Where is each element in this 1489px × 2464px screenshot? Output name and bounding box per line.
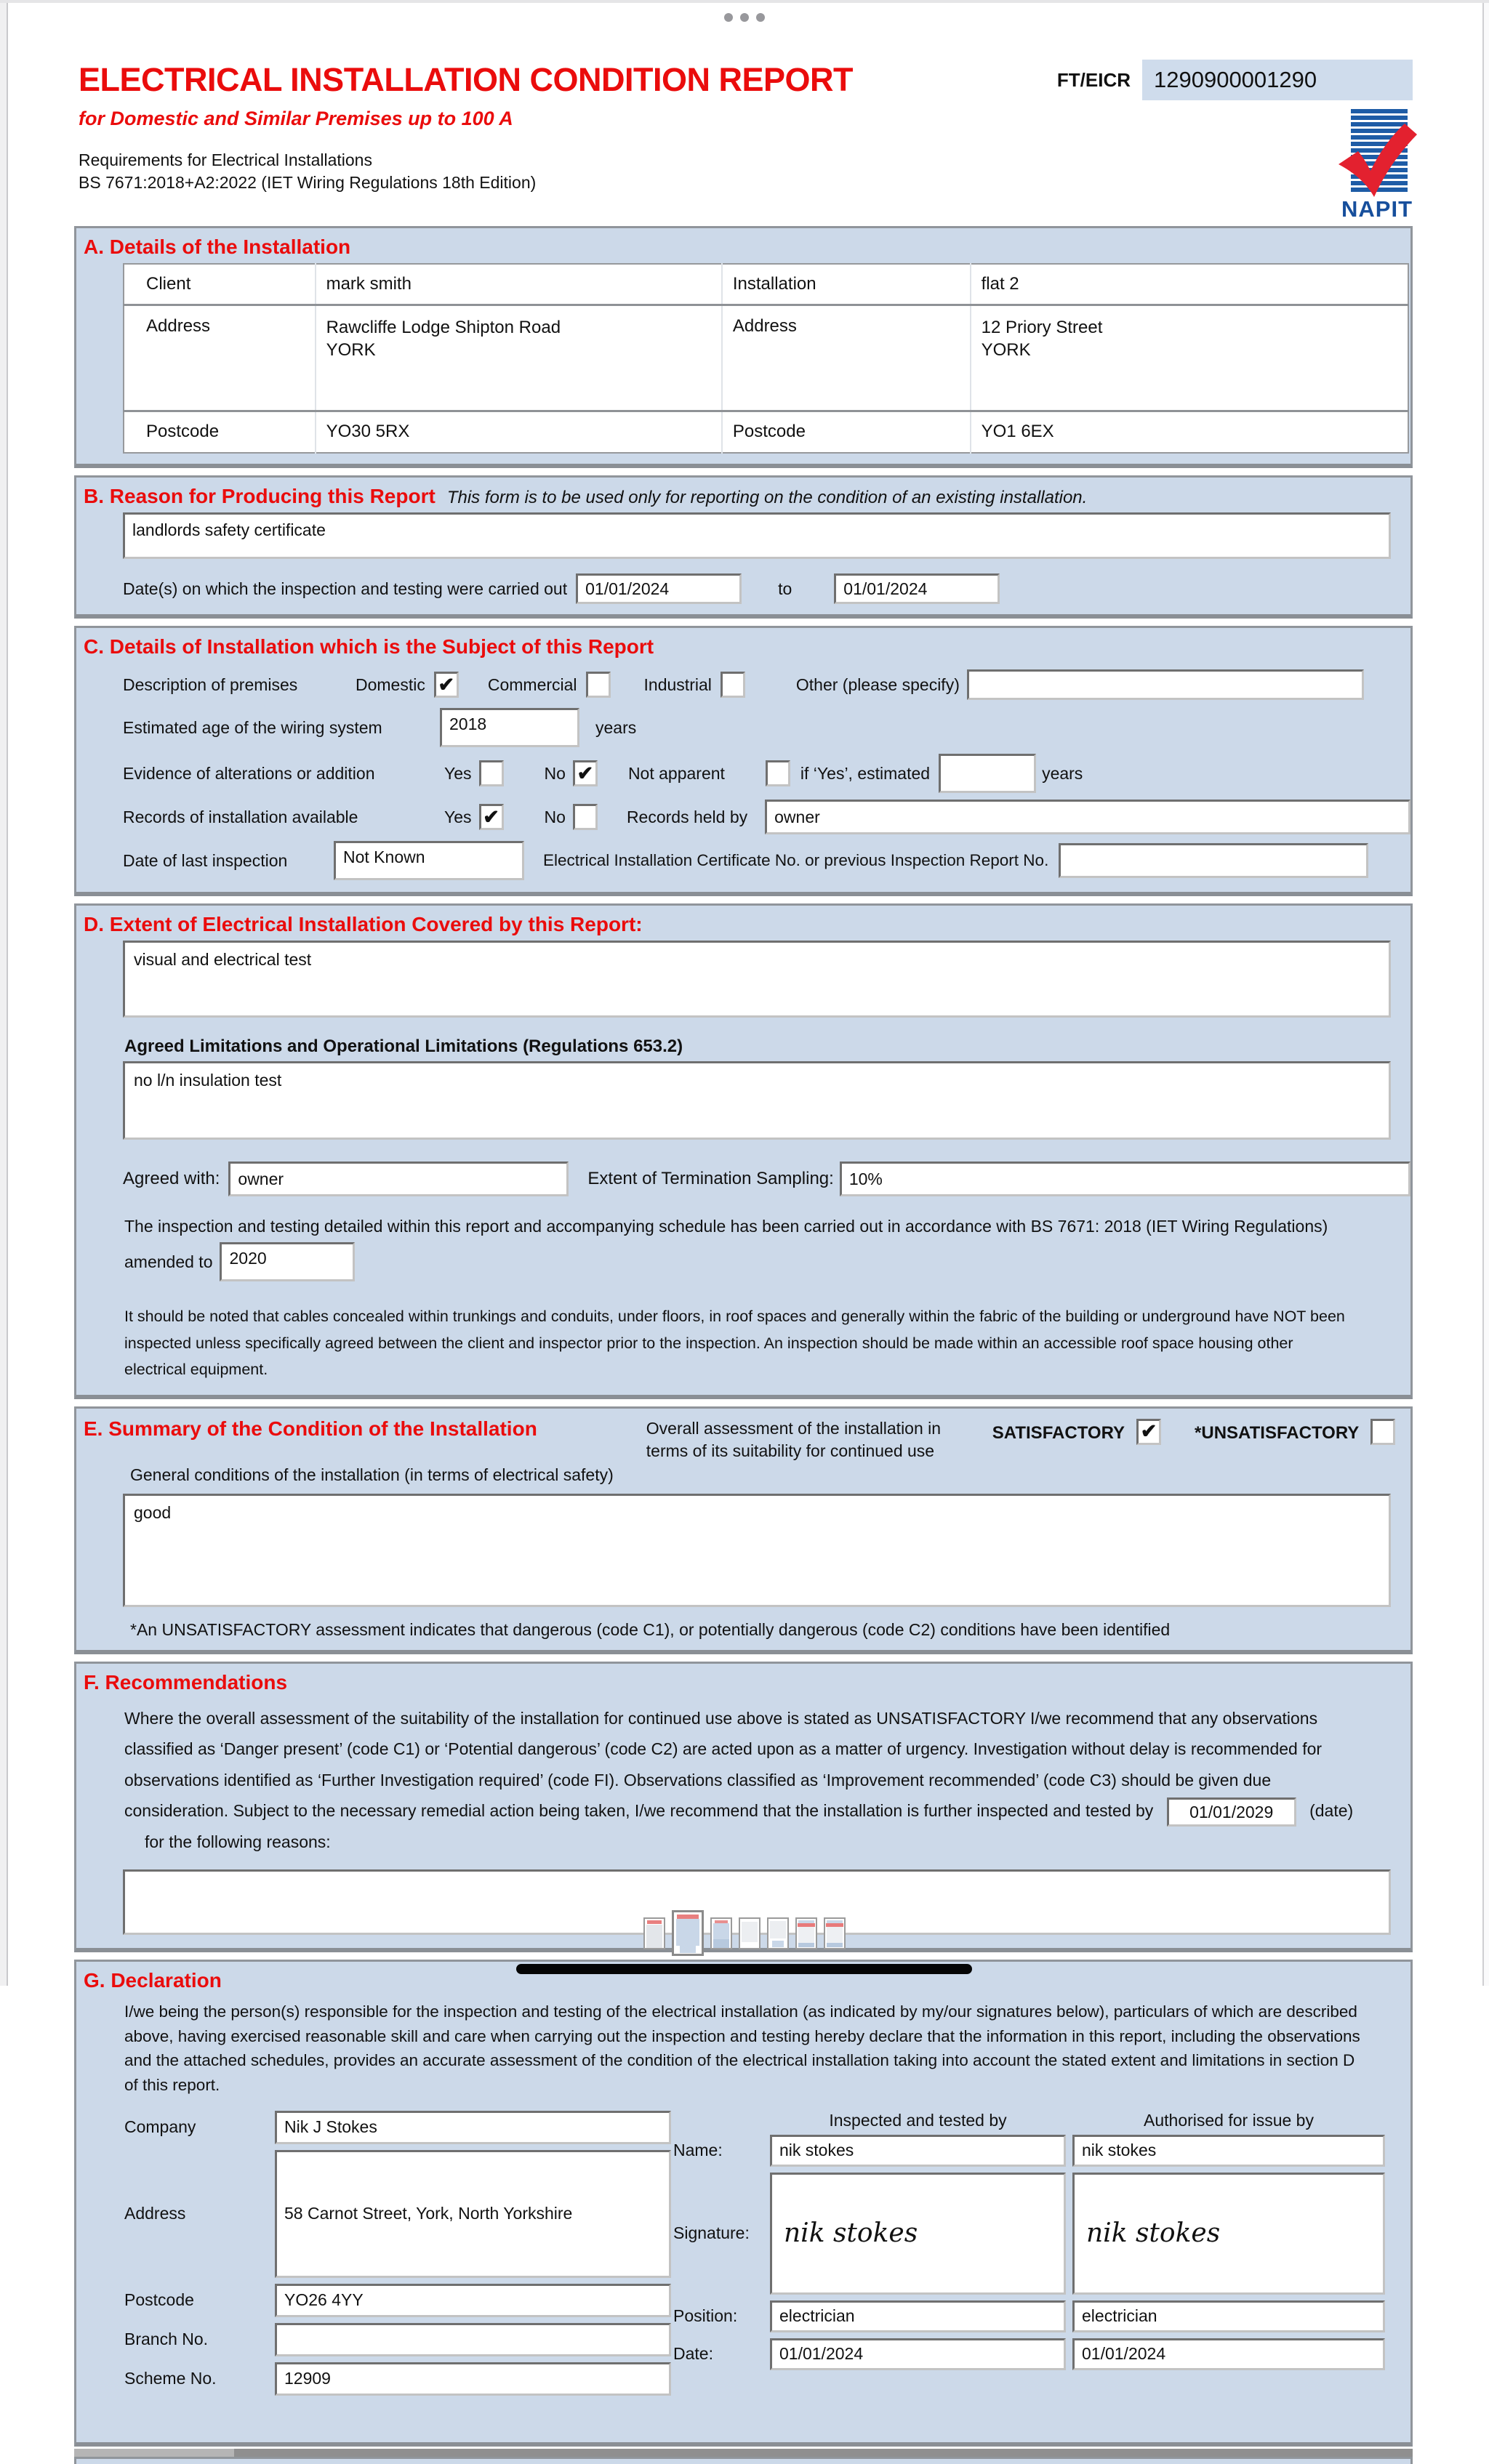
client-postcode-label: Postcode <box>124 411 316 453</box>
wiring-age-field[interactable]: 2018 <box>440 708 579 747</box>
thumbnail-content-stripe <box>677 1915 699 1919</box>
alterations-label: Evidence of alterations or addition <box>123 763 375 783</box>
section-g-title: G. Declaration <box>84 1968 222 1992</box>
thumbnail-content-stripe <box>646 1925 662 1949</box>
to-label: to <box>778 579 792 598</box>
contractor-details <box>124 2111 673 2401</box>
general-conditions-field[interactable]: good <box>123 1494 1391 1607</box>
name-label: Name: <box>673 2141 723 2160</box>
retest-date-field[interactable]: 01/01/2029 <box>1167 1797 1296 1827</box>
page-thumbnail[interactable] <box>643 1917 665 1949</box>
authoriser-position-field[interactable]: electrician <box>1072 2300 1385 2332</box>
client-address-field[interactable] <box>316 305 722 411</box>
other-premises-field[interactable] <box>967 669 1364 700</box>
inspection-dates-label: Date(s) on which the inspection and testing were carried out <box>123 579 568 598</box>
limitations-label: Agreed Limitations and Operational Limitations (Regulations 653.2) <box>124 1036 683 1057</box>
home-indicator[interactable] <box>516 1964 972 1974</box>
sampling-field[interactable]: 10% <box>840 1161 1410 1196</box>
address-line: 12 Priory Street <box>981 317 1103 337</box>
report-subtitle: for Domestic and Similar Premises up to 100 A <box>79 108 513 129</box>
page-thumbnail[interactable] <box>767 1917 789 1949</box>
authorised-by-header: Authorised for issue by <box>1144 2110 1314 2130</box>
alterations-yes-checkbox[interactable] <box>479 760 504 786</box>
scheme-no-field[interactable]: 12909 <box>275 2362 671 2396</box>
section-a-details-of-installation <box>74 226 1413 468</box>
company-label: Company <box>124 2117 196 2137</box>
unsatisfactory-checkbox[interactable] <box>1370 1419 1395 1445</box>
extent-field[interactable]: visual and electrical test <box>123 941 1391 1018</box>
client-value-field[interactable]: mark smith <box>316 264 722 305</box>
domestic-label: Domestic <box>356 675 425 694</box>
page-thumbnail[interactable] <box>672 1910 704 1956</box>
requirements-line2: BS 7671:2018+A2:2022 (IET Wiring Regulations 18th Edition) <box>79 173 537 193</box>
page-title: ELECTRICAL INSTALLATION CONDITION REPORT <box>79 61 853 98</box>
client-label: Client <box>146 273 191 294</box>
inspector-name-field[interactable]: nik stokes <box>770 2135 1066 2167</box>
records-no-label: No <box>544 807 566 826</box>
following-reasons-label: for the following reasons: <box>145 1832 331 1852</box>
address-line: YORK <box>326 339 376 360</box>
commercial-label: Commercial <box>487 675 577 694</box>
records-no-checkbox[interactable] <box>573 804 598 830</box>
thumbnail-content-stripe <box>770 1921 785 1938</box>
date-from-field[interactable]: 01/01/2024 <box>576 573 742 604</box>
viewer-left-edge <box>0 3 8 1986</box>
satisfactory-label: SATISFACTORY <box>992 1422 1125 1443</box>
not-apparent-label: Not apparent <box>627 763 725 783</box>
recommendations-paragraph <box>124 1703 1372 1858</box>
inspector-date-field[interactable]: 01/01/2024 <box>770 2338 1066 2370</box>
thumbnail-content-stripe <box>798 1927 815 1943</box>
next-section-peek <box>74 2457 1413 2464</box>
agreed-with-label: Agreed with: <box>123 1169 220 1189</box>
agreed-with-field[interactable]: owner <box>228 1161 569 1196</box>
section-d-title: D. Extent of Electrical Installation Covered by this Report: <box>84 913 643 936</box>
unsatisfactory-label: *UNSATISFACTORY <box>1195 1422 1360 1443</box>
installation-address-field[interactable] <box>971 305 1408 411</box>
records-held-by-label: Records held by <box>626 807 748 826</box>
authoriser-name-field[interactable]: nik stokes <box>1072 2135 1385 2167</box>
ft-eicr-number-field[interactable]: 1290900001290 <box>1142 60 1413 100</box>
signing-date-label: Date: <box>673 2344 713 2364</box>
napit-logo <box>1336 109 1418 222</box>
company-address-label: Address <box>124 2204 186 2223</box>
records-available-label: Records of installation available <box>123 807 358 826</box>
estimated-years-field[interactable] <box>939 754 1036 793</box>
thumbnail-content-stripe <box>742 1922 757 1942</box>
records-held-by-field[interactable]: owner <box>765 800 1410 834</box>
address-line: YORK <box>981 339 1031 360</box>
page-thumbnail[interactable] <box>710 1917 732 1949</box>
previous-certificate-field[interactable] <box>1059 843 1368 878</box>
signature-label: Signature: <box>673 2223 750 2243</box>
limitations-field[interactable]: no l/n insulation test <box>123 1061 1391 1140</box>
page-thumbnail[interactable] <box>824 1917 846 1949</box>
scheme-no-label: Scheme No. <box>124 2369 217 2388</box>
requirements-line1: Requirements for Electrical Installations <box>79 150 372 169</box>
sampling-label: Extent of Termination Sampling: <box>587 1169 834 1189</box>
industrial-label: Industrial <box>643 675 712 694</box>
other-premises-label: Other (please specify) <box>795 675 960 694</box>
thumbnail-content-stripe <box>680 1943 697 1953</box>
reason-field[interactable]: landlords safety certificate <box>123 512 1391 559</box>
page-thumbnail[interactable] <box>739 1917 760 1949</box>
branch-no-field[interactable] <box>275 2323 671 2356</box>
domestic-checkbox[interactable]: ✔ <box>434 672 459 698</box>
page-thumbnail[interactable] <box>795 1917 817 1949</box>
alterations-yes-label: Yes <box>444 763 472 783</box>
ft-eicr-label: FT/EICR <box>1056 68 1131 91</box>
position-label: Position: <box>673 2306 738 2326</box>
section-f-recommendations <box>74 1662 1413 1952</box>
inspector-signature-field[interactable]: nik stokes <box>770 2173 1066 2295</box>
alterations-no-checkbox[interactable]: ✔ <box>573 760 598 786</box>
table-row <box>124 305 1408 411</box>
records-yes-checkbox[interactable]: ✔ <box>479 804 504 830</box>
records-yes-label: Yes <box>444 807 472 826</box>
installation-postcode-label: Postcode <box>722 411 971 453</box>
years-label: years <box>1042 763 1083 783</box>
section-d-extent <box>74 903 1413 1399</box>
unsatisfactory-footnote: *An UNSATISFACTORY assessment indicates that dangerous (code C1), or potentially dangerous (code C2) conditions have been identified <box>130 1619 1171 1639</box>
thumbnail-content-stripe <box>827 1927 843 1943</box>
table-row <box>124 264 1408 305</box>
installation-details-table <box>123 263 1409 454</box>
client-address-label: Address <box>124 305 316 411</box>
section-g-declaration <box>74 1960 1413 2447</box>
section-b-reason-for-report <box>74 475 1413 619</box>
industrial-checkbox[interactable] <box>721 672 745 698</box>
inspected-by-header: Inspected and tested by <box>829 2110 1007 2130</box>
date-hint-label: (date) <box>1309 1801 1354 1821</box>
if-yes-estimated-label: if ‘Yes’, estimated <box>800 763 931 783</box>
years-label: years <box>595 717 637 737</box>
napit-wordmark: NAPIT <box>1341 196 1413 222</box>
company-postcode-field[interactable]: YO26 4YY <box>275 2284 671 2317</box>
premises-label: Description of premises <box>123 675 298 694</box>
horizontal-scrollbar[interactable] <box>74 2449 1413 2457</box>
installation-label: Installation <box>722 264 971 305</box>
signatories <box>673 2111 1410 2401</box>
declaration-text: I/we being the person(s) responsible for the inspection and testing of the electrical installation (as indicated by my/our signatures below), particulars of which are described above, having exercised reasonable skill and care when carrying out the inspection and testing hereby declare that the information in this report, including the observations and the attached schedules, provides an accurate assessment of the condition of the electrical installation taking into account the stated extent and limitations in section D of this report. <box>124 2002 1360 2095</box>
previous-certificate-label: Electrical Installation Certificate No. or previous Inspection Report No. <box>543 851 1049 870</box>
table-row <box>124 411 1408 453</box>
amended-to-field[interactable]: 2020 <box>220 1242 355 1281</box>
concealed-cables-note: It should be noted that cables concealed within trunkings and conduits, under floors, in roof spaces and generally within the fabric of the building or underground have NOT been inspected unless specifically agreed between the client and inspector prior to the inspection. An inspection should be made within an accessible roof space housing other electrical equipment. <box>124 1308 1345 1379</box>
napit-checkmark-icon <box>1333 121 1422 212</box>
last-inspection-label: Date of last inspection <box>123 850 288 870</box>
satisfactory-checkbox[interactable]: ✔ <box>1136 1419 1161 1445</box>
thumbnail-content-stripe <box>713 1939 729 1948</box>
thumbnail-content-stripe <box>798 1943 815 1947</box>
section-c-title: C. Details of Installation which is the Subject of this Report <box>84 635 654 659</box>
address-line: Rawcliffe Lodge Shipton Road <box>326 317 561 337</box>
recommendations-text: Where the overall assessment of the suitability of the installation for continued use above is stated as UNSATISFACTORY I/we recommend that any observations classified as ‘Danger present’ (code C1) or ‘Potential dangerous’ (code C2) are acted upon as a matter of urgency. Investigation without delay is recommended for observations identified as ‘Further Investigation required’ (code FI). Observations classified as ‘Improvement recommended’ (code C3) should be given due consideration. Subject to the necessary remedial action being taken, I/we recommend that the installation is further inspected and tested by <box>124 1708 1323 1821</box>
section-f-title: F. Recommendations <box>84 1670 288 1694</box>
section-a-title: A. Details of the Installation <box>84 235 351 259</box>
document-page <box>74 0 1413 2464</box>
wiring-age-label: Estimated age of the wiring system <box>123 717 382 737</box>
not-apparent-checkbox[interactable] <box>766 760 790 786</box>
overall-assessment-label: Overall assessment of the installation in terms of its suitability for continued use <box>646 1418 942 1460</box>
inspector-position-field[interactable]: electrician <box>770 2300 1066 2332</box>
amended-to-label: amended to <box>124 1252 213 1271</box>
company-postcode-label: Postcode <box>124 2290 194 2310</box>
client-postcode-field[interactable]: YO30 5RX <box>316 411 722 453</box>
installation-address-label: Address <box>722 305 971 411</box>
installation-value-field[interactable]: flat 2 <box>971 264 1408 305</box>
report-header <box>74 60 1413 100</box>
section-b-title: B. Reason for Producing this Report <box>84 485 436 508</box>
section-e-summary <box>74 1406 1413 1654</box>
general-conditions-label: General conditions of the installation (in terms of electrical safety) <box>130 1465 614 1484</box>
thumbnail-content-stripe <box>772 1941 784 1947</box>
regulations-reference <box>74 149 1413 194</box>
commercial-checkbox[interactable] <box>586 672 611 698</box>
last-inspection-field[interactable]: Not Known <box>334 841 524 880</box>
thumbnail-content-stripe <box>647 1920 662 1924</box>
company-field[interactable]: Nik J Stokes <box>275 2111 671 2144</box>
authoriser-signature-field[interactable]: nik stokes <box>1072 2173 1385 2295</box>
page-thumbnail-bar <box>0 1910 1489 1956</box>
alterations-no-label: No <box>544 763 566 783</box>
authoriser-date-field[interactable]: 01/01/2024 <box>1072 2338 1385 2370</box>
thumbnail-content-stripe <box>827 1943 843 1947</box>
section-c-installation-details <box>74 626 1413 896</box>
date-to-field[interactable]: 01/01/2024 <box>834 573 1000 604</box>
viewer-right-edge <box>1482 3 1489 1986</box>
installation-postcode-field[interactable]: YO1 6EX <box>971 411 1408 453</box>
section-e-title: E. Summary of the Condition of the Installation <box>84 1417 537 1440</box>
branch-no-label: Branch No. <box>124 2330 209 2349</box>
accordance-text: The inspection and testing detailed within this report and accompanying schedule has been carried out in accordance with BS 7671: 2018 (IET Wiring Regulations) <box>124 1217 1328 1236</box>
company-address-field[interactable]: 58 Carnot Street, York, North Yorkshire <box>275 2150 671 2278</box>
section-b-note: This form is to be used only for reporting on the condition of an existing installation. <box>446 488 1088 508</box>
